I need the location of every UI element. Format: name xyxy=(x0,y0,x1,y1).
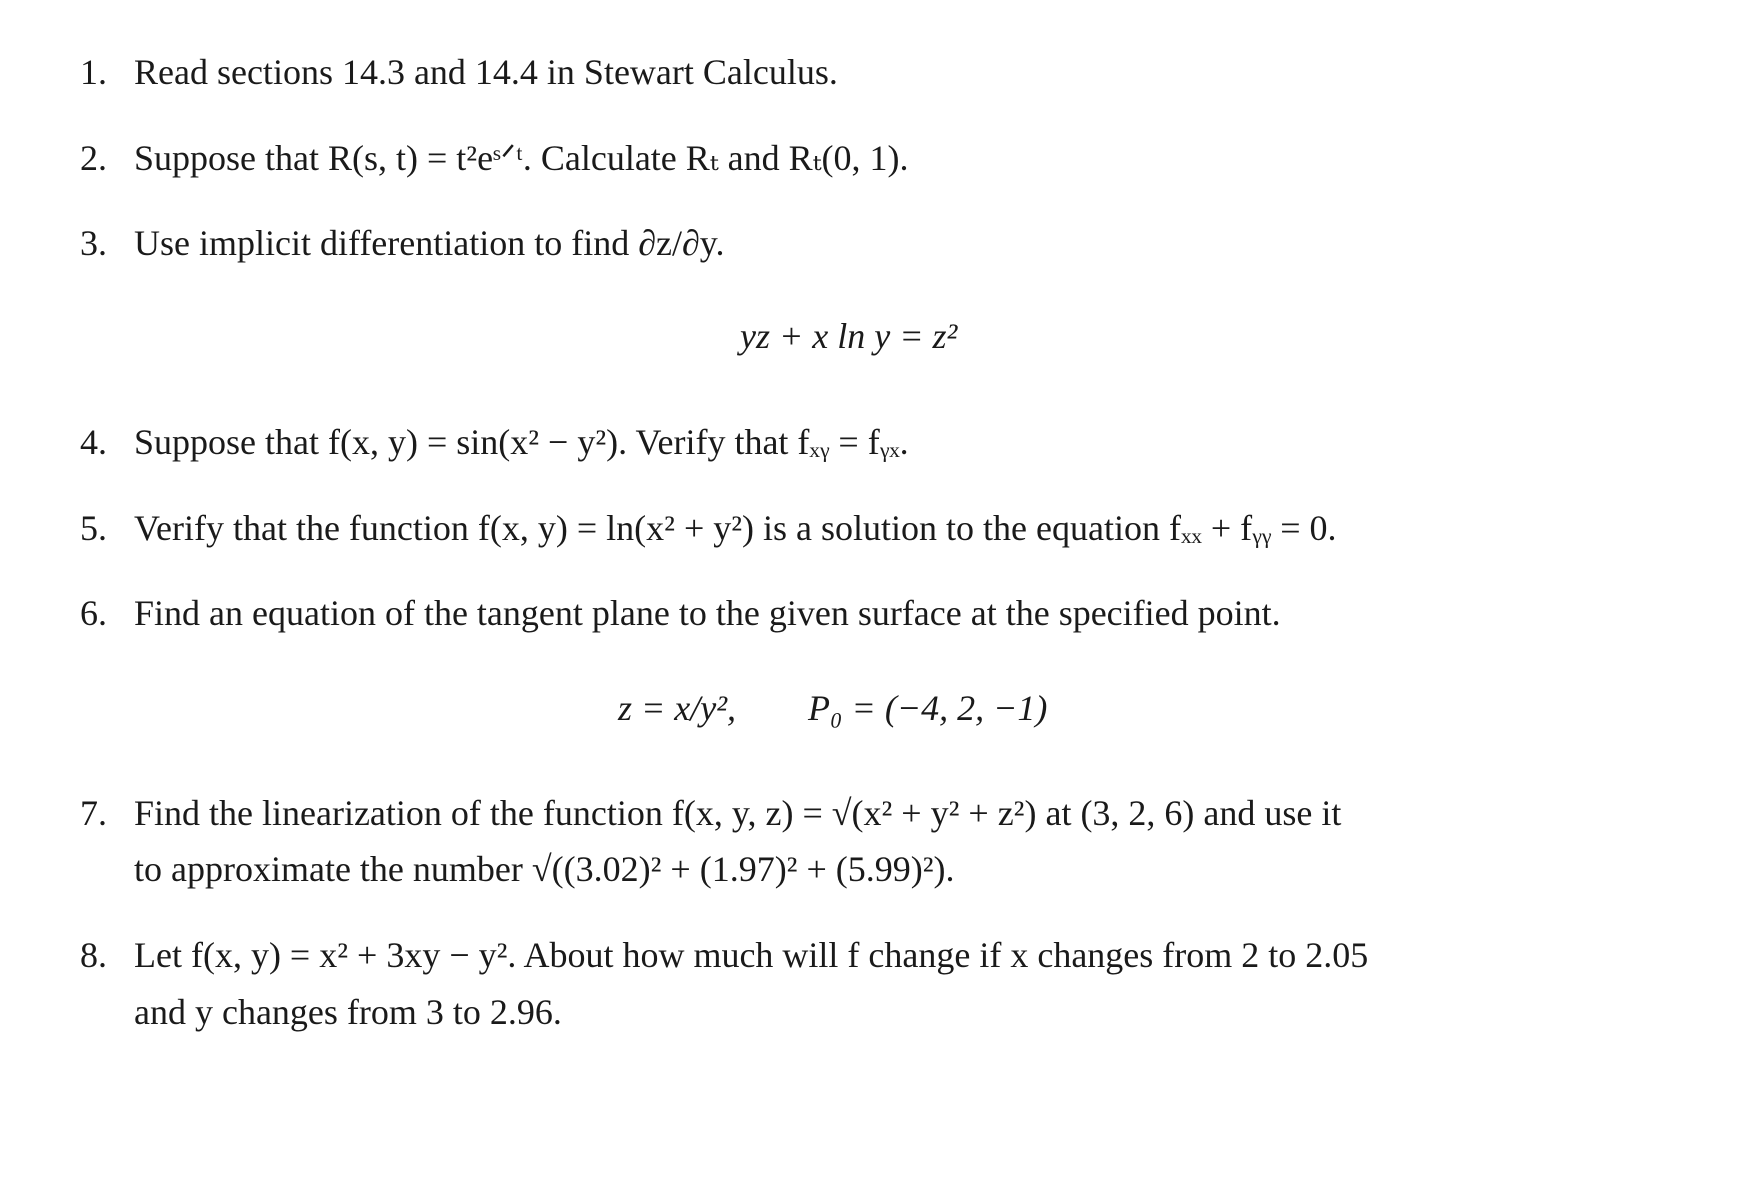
problem-3 xyxy=(80,219,1680,267)
problem-2 xyxy=(80,134,1680,182)
problem-4 xyxy=(80,418,1680,466)
problem-number: 8. xyxy=(80,935,107,975)
problem-text: Verify that the function f(x, y) = ln(x² + y²) is a solution to the equation fₓₓ + fᵧᵧ = 0. xyxy=(134,508,1337,548)
problem-number: 1. xyxy=(80,52,107,92)
problem-text: Find an equation of the tangent plane to the given surface at the specified point. xyxy=(134,593,1281,633)
problem-text: Read sections 14.3 and 14.4 in Stewart Calculus. xyxy=(134,52,838,92)
problem-7-continuation: to approximate the number √((3.02)² + (1.97)² + (5.99)²). xyxy=(134,849,955,889)
problem-7 xyxy=(80,789,1680,837)
problem-text: Suppose that f(x, y) = sin(x² − y²). Verify that fₓᵧ = fᵧₓ. xyxy=(134,422,909,462)
problem-text: Let f(x, y) = x² + 3xy − y². About how much will f change if x changes from 2 to 2.05 xyxy=(134,935,1369,975)
problem-6 xyxy=(80,589,1680,637)
problem-number: 7. xyxy=(80,793,107,833)
equation-tangent-plane: z = x/y², P₀ = (−4, 2, −1) xyxy=(618,688,1048,728)
problem-number: 4. xyxy=(80,422,107,462)
problem-8-continuation: and y changes from 3 to 2.96. xyxy=(134,992,562,1032)
problem-8 xyxy=(80,931,1680,979)
equation-implicit: yz + x ln y = z² xyxy=(740,316,958,356)
problem-text: Suppose that R(s, t) = t²eˢᐟᵗ. Calculate Rₜ and Rₜ(0, 1). xyxy=(134,138,909,178)
problem-number: 5. xyxy=(80,508,107,548)
problem-number: 2. xyxy=(80,138,107,178)
problem-number: 3. xyxy=(80,223,107,263)
problem-text: Use implicit differentiation to find ∂z/∂y. xyxy=(134,223,725,263)
problem-text: Find the linearization of the function f(x, y, z) = √(x² + y² + z²) at (3, 2, 6) and use it xyxy=(134,793,1342,833)
problem-1 xyxy=(80,48,1680,96)
problem-number: 6. xyxy=(80,593,107,633)
problem-5 xyxy=(80,504,1680,552)
